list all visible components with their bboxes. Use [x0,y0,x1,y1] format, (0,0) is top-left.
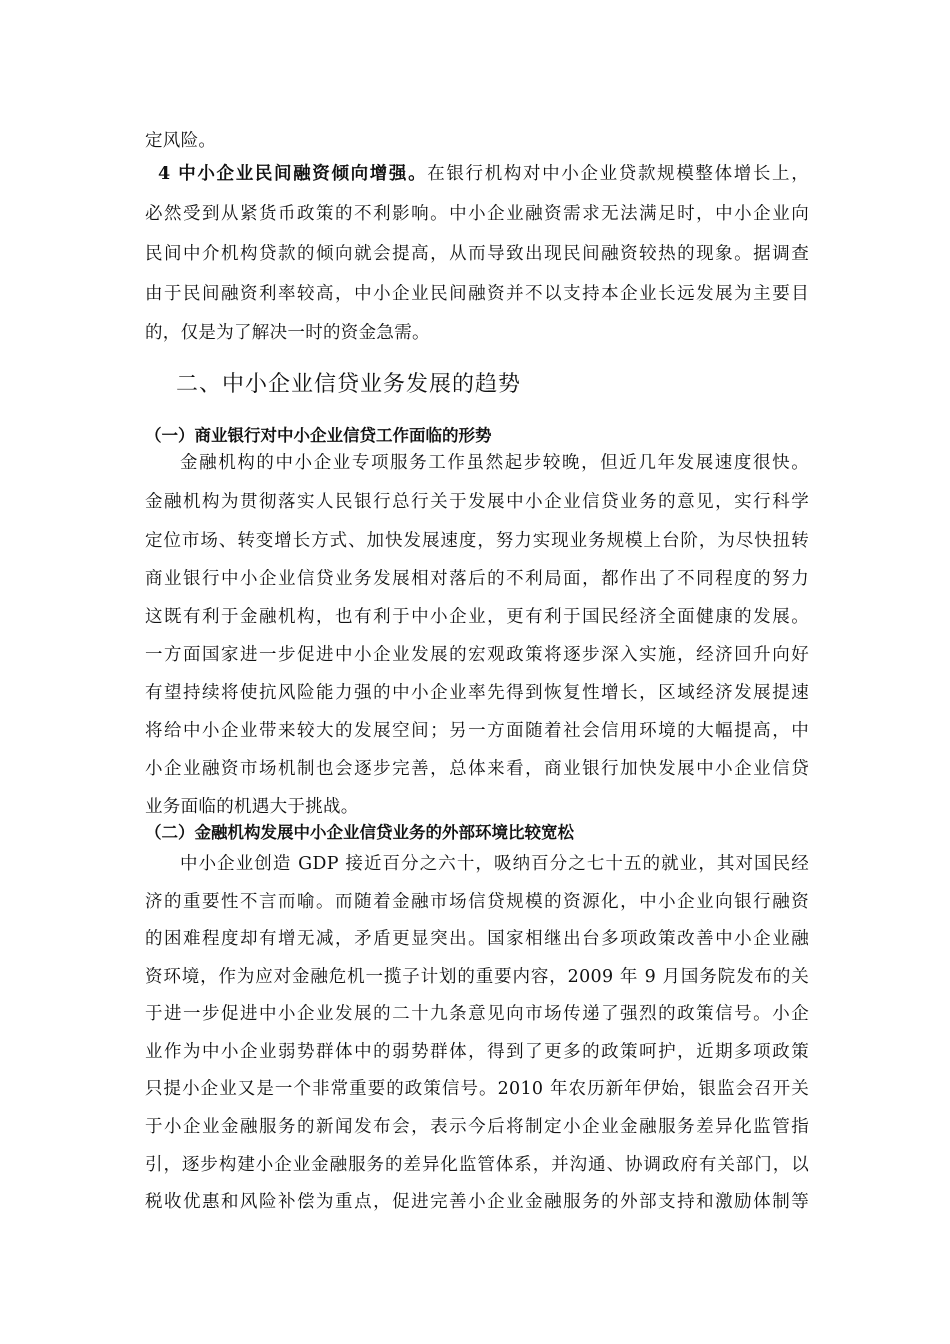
paragraph-line: 这既有利于金融机构，也有利于中小企业，更有利于国民经济全面健康的发展。 [145,607,809,627]
subsection-heading-2: （二）金融机构发展中小企业信贷业务的外部环境比较宽松 [145,823,574,842]
paragraph-line: 只提小企业又是一个非常重要的政策信号。2010 年农历新年伊始，银监会召开关 [145,1079,809,1099]
item-4-line [158,163,809,185]
paragraph-line: 业作为中小企业弱势群体中的弱势群体，得到了更多的政策呵护，近期多项政策 [145,1042,809,1062]
paragraph-line: 业务面临的机遇大于挑战。 [145,797,359,817]
paragraph-line: 引，逐步构建小企业金融服务的差异化监管体系，并沟通、协调政府有关部门，以 [145,1155,809,1175]
paragraph-line: 金融机构的中小企业专项服务工作虽然起步较晚，但近几年发展速度很快。 [180,453,809,473]
paragraph-line: 济的重要性不言而喻。而随着金融市场信贷规模的资源化，中小企业向银行融资 [145,892,809,912]
paragraph-line: 一方面国家进一步促进中小企业发展的宏观政策将逐步深入实施，经济回升向好 [145,645,809,665]
item-4-title: 4 中小企业民间融资倾向增强。 [158,164,428,184]
paragraph-line: 的困难程度却有增无减，矛盾更显突出。国家相继出台多项政策改善中小企业融 [145,929,809,949]
paragraph-line: 于进一步促进中小企业发展的二十九条意见向市场传递了强烈的政策信号。小企 [145,1004,809,1024]
paragraph-line: 税收优惠和风险补偿为重点，促进完善小企业金融服务的外部支持和激励体制等 [145,1192,809,1212]
paragraph-line: 定位市场、转变增长方式、加快发展速度，努力实现业务规模上台阶，为尽快扭转 [145,531,809,551]
paragraph-line: 由于民间融资利率较高，中小企业民间融资并不以支持本企业长远发展为主要目 [145,284,809,304]
paragraph-line: 资环境，作为应对金融危机一揽子计划的重要内容，2009 年 9 月国务院发布的关 [145,967,809,987]
paragraph-line: 有望持续将使抗风险能力强的中小企业率先得到恢复性增长，区域经济发展提速 [145,683,809,703]
paragraph-line: 商业银行中小企业信贷业务发展相对落后的不利局面，都作出了不同程度的努力 [145,569,809,589]
paragraph-line: 民间中介机构贷款的倾向就会提高，从而导致出现民间融资较热的现象。据调查 [145,244,809,264]
paragraph-line: 的，仅是为了解决一时的资金急需。 [145,323,430,343]
section-heading: 二、中小企业信贷业务发展的趋势 [176,372,522,397]
subsection-heading-1: （一）商业银行对中小企业信贷工作面临的形势 [145,426,492,445]
paragraph-line: 必然受到从紧货币政策的不利影响。中小企业融资需求无法满足时，中小企业向 [145,204,809,224]
item-4-text: 在银行机构对中小企业贷款规模整体增长上， [427,164,809,184]
paragraph-line: 小企业融资市场机制也会逐步完善，总体来看，商业银行加快发展中小企业信贷 [145,759,809,779]
paragraph-line: 定风险。 [145,131,217,151]
paragraph-line: 于小企业金融服务的新闻发布会，表示今后将制定小企业金融服务差异化监管指 [145,1117,809,1137]
paragraph-line: 中小企业创造 GDP 接近百分之六十，吸纳百分之七十五的就业，其对国民经 [180,854,809,874]
paragraph-line: 金融机构为贯彻落实人民银行总行关于发展中小企业信贷业务的意见，实行科学 [145,492,809,512]
paragraph-line: 将给中小企业带来较大的发展空间；另一方面随着社会信用环境的大幅提高，中 [145,721,809,741]
